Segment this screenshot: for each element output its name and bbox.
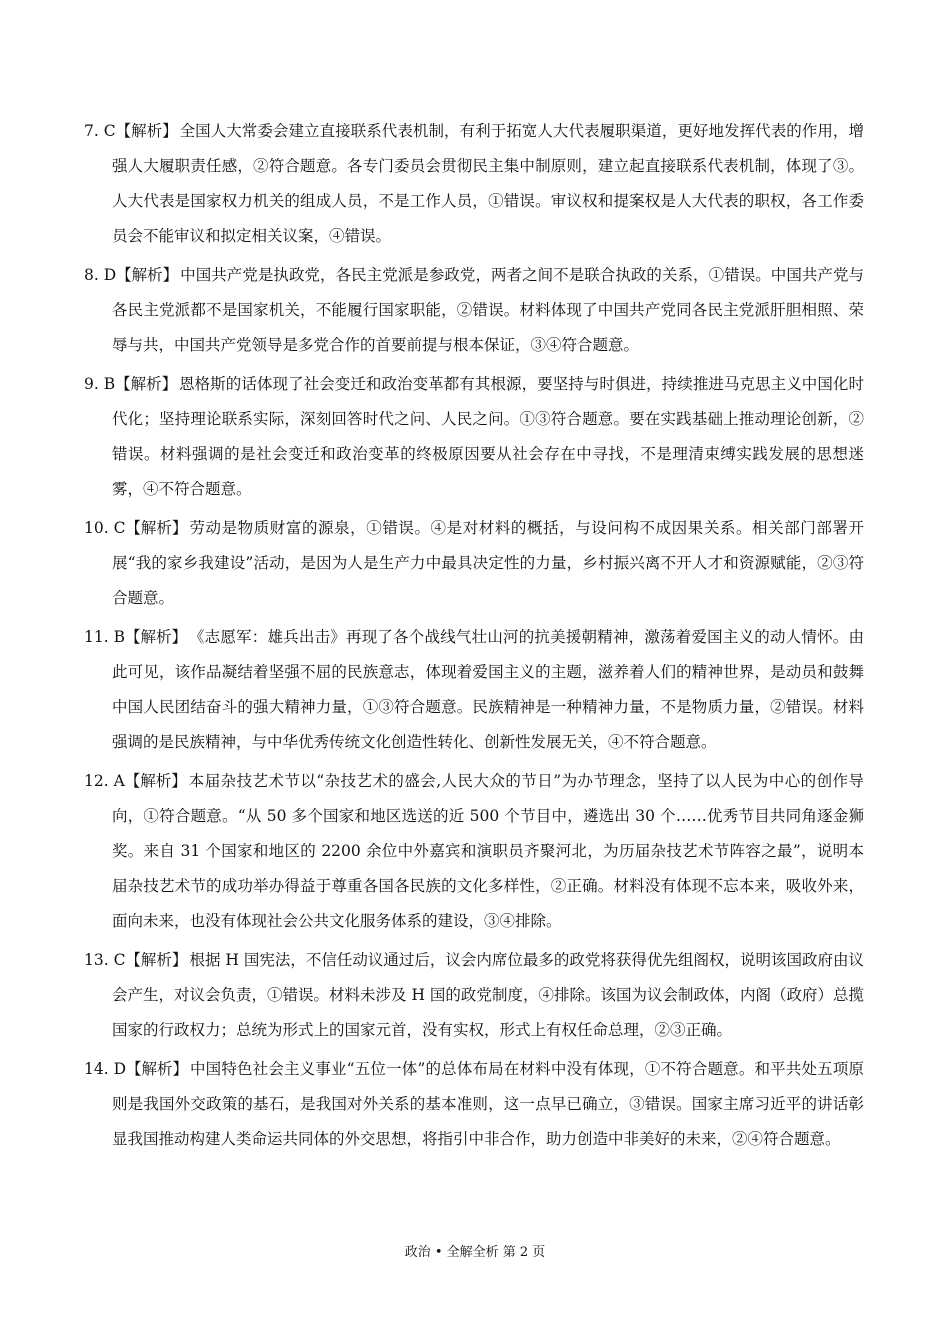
page-footer: 政治 • 全解全析 第 2 页: [404, 1245, 546, 1260]
answer-number: 12. A【解析】: [84, 772, 187, 790]
answer-explanation: 中国特色社会主义事业“五位一体”的总体布局在材料中没有体现，①不符合题意。和平共处五项原则是我国外交政策的基石，是我国对外关系的基本准则，这一点早已确立，③错误。国家主席习近平的讲话彰显我国推动构建人类命运共同体的外交思想，将指引中非合作，助力创造中非美好的未来，②④符合题意。: [112, 1060, 864, 1148]
answer-number: 8. D【解析】: [84, 266, 179, 284]
answer-item-7: [0, 114, 950, 254]
answer-item-10: [0, 511, 950, 616]
answer-item-9: [0, 367, 950, 507]
answer-number: 13. C【解析】: [84, 951, 188, 969]
answer-explanation: 本届杂技艺术节以“杂技艺术的盛会,人民大众的节日”为办节理念，坚持了以人民为中心的创作导向，①符合题意。“从 50 多个国家和地区选送的近 500 个节目中，遴选出 30 个……优秀节目共同角逐金狮奖。来自 31 个国家和地区的 2200 余位中外嘉宾和演职员齐聚河北，为历届杂技艺术节阵容之最”，说明本届杂技艺术节的成功举办得益于尊重各国各民族的文化多样性，②正确。材料没有体现不忘本来，吸收外来，面向未来，也没有体现社会公共文化服务体系的建设，③④排除。: [112, 772, 864, 930]
answer-item-14: [0, 1052, 950, 1157]
answer-item-12: [0, 764, 950, 939]
answer-number: 11. B【解析】: [84, 628, 187, 646]
answer-explanation: 根据 H 国宪法，不信任动议通过后，议会内席位最多的政党将获得优先组阁权，说明该国政府由议会产生，对议会负责，①错误。材料未涉及 H 国的政党制度，④排除。该国为议会制政体，内阁（政府）总揽国家的行政权力；总统为形式上的国家元首，没有实权，形式上有权任命总理，②③正确。: [112, 951, 864, 1039]
answer-explanation: 《志愿军：雄兵出击》再现了各个战线气壮山河的抗美援朝精神，激荡着爱国主义的动人情怀。由此可见，该作品凝结着坚强不屈的民族意志，体现着爱国主义的主题，滋养着人们的精神世界，是动员和鼓舞中国人民团结奋斗的强大精神力量，①③符合题意。民族精神是一种精神力量，不是物质力量，②错误。材料强调的是民族精神，与中华优秀传统文化创造性转化、创新性发展无关，④不符合题意。: [112, 628, 864, 751]
answer-number: 7. C【解析】: [84, 122, 178, 140]
answer-item-8: [0, 258, 950, 363]
answer-explanation: 中国共产党是执政党，各民主党派是参政党，两者之间不是联合执政的关系，①错误。中国共产党与各民主党派都不是国家机关，不能履行国家职能，②错误。材料体现了中国共产党同各民主党派肝胆相照、荣辱与共，中国共产党领导是多党合作的首要前提与根本保证，③④符合题意。: [112, 266, 864, 354]
answer-explanation: 劳动是物质财富的源泉，①错误。④是对材料的概括，与设问构不成因果关系。相关部门部署开展“我的家乡我建设”活动，是因为人是生产力中最具决定性的力量，乡村振兴离不开人才和资源赋能，②③符合题意。: [112, 519, 864, 607]
answer-explanation: 全国人大常委会建立直接联系代表机制，有利于拓宽人大代表履职渠道，更好地发挥代表的作用，增强人大履职责任感，②符合题意。各专门委员会贯彻民主集中制原则，建立起直接联系代表机制，体现了③。人大代表是国家权力机关的组成人员，不是工作人员，①错误。审议权和提案权是人大代表的职权，各工作委员会不能审议和拟定相关议案，④错误。: [112, 122, 864, 245]
answer-list: [0, 114, 950, 1161]
answer-number: 14. D【解析】: [84, 1060, 189, 1078]
answer-explanation: 恩格斯的话体现了社会变迁和政治变革都有其根源，要坚持与时俱进，持续推进马克思主义中国化时代化；坚持理论联系实际，深刻回答时代之问、人民之问。①③符合题意。要在实践基础上推动理论创新，②错误。材料强调的是社会变迁和政治变革的终极原因要从社会存在中寻找，不是理清束缚实践发展的思想迷雾，④不符合题意。: [112, 375, 864, 498]
answer-number: 9. B【解析】: [84, 375, 178, 393]
answer-item-11: [0, 620, 950, 760]
answer-item-13: [0, 943, 950, 1048]
answer-number: 10. C【解析】: [84, 519, 188, 537]
